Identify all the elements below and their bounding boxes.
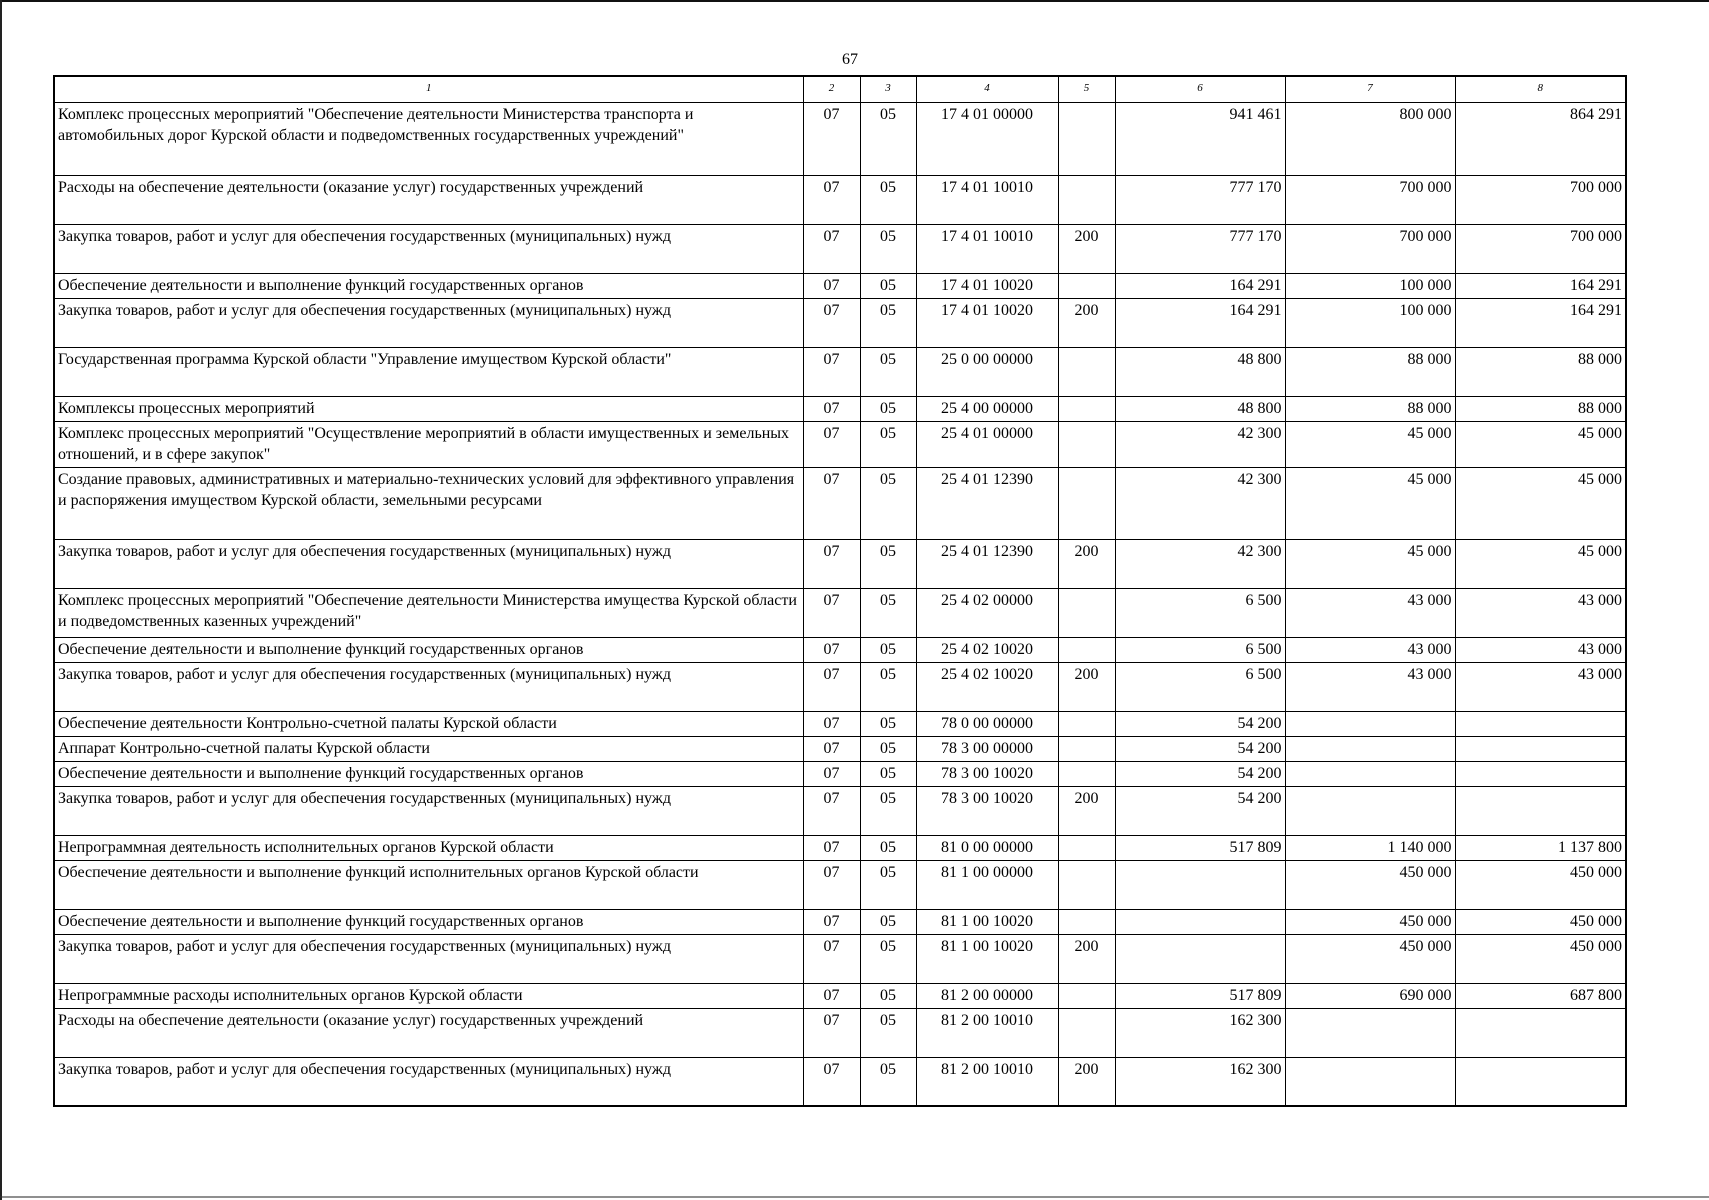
row-amount-col8-cell: 164 291 xyxy=(1455,298,1626,347)
row-amount-col6-cell xyxy=(1115,909,1285,934)
row-amount-col6-cell: 42 300 xyxy=(1115,467,1285,539)
row-amount-col7-cell: 88 000 xyxy=(1285,396,1455,421)
row-target-article-cell: 25 0 00 00000 xyxy=(916,347,1058,396)
row-section-cell: 07 xyxy=(803,934,860,983)
row-target-article-cell: 17 4 01 10010 xyxy=(916,175,1058,224)
row-expense-type-cell xyxy=(1058,467,1115,539)
row-subsection-cell: 05 xyxy=(860,662,916,711)
row-subsection-cell: 05 xyxy=(860,273,916,298)
row-amount-col7-cell xyxy=(1285,761,1455,786)
row-target-article-cell: 78 3 00 00000 xyxy=(916,736,1058,761)
row-name-cell: Аппарат Контрольно-счетной палаты Курской области xyxy=(54,736,803,761)
row-subsection-cell: 05 xyxy=(860,298,916,347)
row-subsection-cell: 05 xyxy=(860,761,916,786)
row-section-cell: 07 xyxy=(803,761,860,786)
row-subsection-cell: 05 xyxy=(860,909,916,934)
row-subsection-cell: 05 xyxy=(860,637,916,662)
row-expense-type-cell: 200 xyxy=(1058,786,1115,835)
row-amount-col6-cell: 162 300 xyxy=(1115,1057,1285,1106)
row-amount-col6-cell xyxy=(1115,860,1285,909)
row-name-cell: Обеспечение деятельности и выполнение функций исполнительных органов Курской области xyxy=(54,860,803,909)
row-target-article-cell: 17 4 01 10020 xyxy=(916,298,1058,347)
row-expense-type-cell xyxy=(1058,396,1115,421)
row-amount-col8-cell: 450 000 xyxy=(1455,860,1626,909)
row-amount-col7-cell: 690 000 xyxy=(1285,983,1455,1008)
row-expense-type-cell xyxy=(1058,588,1115,637)
row-section-cell: 07 xyxy=(803,396,860,421)
row-amount-col7-cell: 450 000 xyxy=(1285,934,1455,983)
table-row xyxy=(54,934,1626,983)
row-section-cell: 07 xyxy=(803,102,860,175)
row-amount-col6-cell: 42 300 xyxy=(1115,421,1285,467)
row-expense-type-cell: 200 xyxy=(1058,224,1115,273)
row-amount-col6-cell: 162 300 xyxy=(1115,1008,1285,1057)
row-amount-col8-cell: 43 000 xyxy=(1455,588,1626,637)
column-header: 4 xyxy=(916,76,1058,102)
row-name-cell: Обеспечение деятельности и выполнение функций государственных органов xyxy=(54,273,803,298)
row-amount-col7-cell: 1 140 000 xyxy=(1285,835,1455,860)
row-amount-col6-cell: 164 291 xyxy=(1115,273,1285,298)
row-section-cell: 07 xyxy=(803,588,860,637)
row-amount-col8-cell: 450 000 xyxy=(1455,909,1626,934)
row-section-cell: 07 xyxy=(803,347,860,396)
row-name-cell: Закупка товаров, работ и услуг для обеспечения государственных (муниципальных) нужд xyxy=(54,224,803,273)
row-amount-col7-cell: 700 000 xyxy=(1285,224,1455,273)
row-amount-col7-cell xyxy=(1285,1008,1455,1057)
row-name-cell: Комплекс процессных мероприятий "Осуществление мероприятий в области имущественных и земельных отношений, и в сфере закупок" xyxy=(54,421,803,467)
row-name-cell: Обеспечение деятельности и выполнение функций государственных органов xyxy=(54,637,803,662)
row-expense-type-cell xyxy=(1058,835,1115,860)
row-amount-col8-cell: 687 800 xyxy=(1455,983,1626,1008)
row-name-cell: Закупка товаров, работ и услуг для обеспечения государственных (муниципальных) нужд xyxy=(54,934,803,983)
budget-table xyxy=(53,75,1627,1107)
row-expense-type-cell: 200 xyxy=(1058,298,1115,347)
row-amount-col8-cell xyxy=(1455,736,1626,761)
row-section-cell: 07 xyxy=(803,662,860,711)
row-name-cell: Расходы на обеспечение деятельности (оказание услуг) государственных учреждений xyxy=(54,175,803,224)
table-row xyxy=(54,909,1626,934)
row-name-cell: Комплекс процессных мероприятий "Обеспечение деятельности Министерства имущества Курской области и подведомственных казенных учреждений" xyxy=(54,588,803,637)
row-subsection-cell: 05 xyxy=(860,736,916,761)
row-subsection-cell: 05 xyxy=(860,860,916,909)
row-section-cell: 07 xyxy=(803,860,860,909)
row-amount-col6-cell: 54 200 xyxy=(1115,736,1285,761)
row-subsection-cell: 05 xyxy=(860,786,916,835)
row-expense-type-cell: 200 xyxy=(1058,1057,1115,1106)
table-row xyxy=(54,662,1626,711)
row-section-cell: 07 xyxy=(803,835,860,860)
row-section-cell: 07 xyxy=(803,421,860,467)
row-name-cell: Закупка товаров, работ и услуг для обеспечения государственных (муниципальных) нужд xyxy=(54,786,803,835)
row-section-cell: 07 xyxy=(803,539,860,588)
row-amount-col7-cell: 700 000 xyxy=(1285,175,1455,224)
row-amount-col7-cell xyxy=(1285,711,1455,736)
table-row xyxy=(54,467,1626,539)
row-expense-type-cell xyxy=(1058,736,1115,761)
row-target-article-cell: 25 4 02 10020 xyxy=(916,637,1058,662)
row-section-cell: 07 xyxy=(803,467,860,539)
row-amount-col6-cell: 6 500 xyxy=(1115,637,1285,662)
row-amount-col8-cell xyxy=(1455,786,1626,835)
row-expense-type-cell: 200 xyxy=(1058,662,1115,711)
row-target-article-cell: 25 4 01 12390 xyxy=(916,539,1058,588)
row-amount-col8-cell: 88 000 xyxy=(1455,347,1626,396)
row-subsection-cell: 05 xyxy=(860,467,916,539)
row-name-cell: Расходы на обеспечение деятельности (оказание услуг) государственных учреждений xyxy=(54,1008,803,1057)
row-target-article-cell: 25 4 02 10020 xyxy=(916,662,1058,711)
row-target-article-cell: 78 3 00 10020 xyxy=(916,761,1058,786)
row-expense-type-cell xyxy=(1058,347,1115,396)
row-name-cell: Закупка товаров, работ и услуг для обеспечения государственных (муниципальных) нужд xyxy=(54,539,803,588)
table-row xyxy=(54,396,1626,421)
row-name-cell: Закупка товаров, работ и услуг для обеспечения государственных (муниципальных) нужд xyxy=(54,298,803,347)
scan-border-top xyxy=(0,0,1709,2)
row-amount-col6-cell: 54 200 xyxy=(1115,711,1285,736)
row-amount-col8-cell: 43 000 xyxy=(1455,662,1626,711)
table-row xyxy=(54,711,1626,736)
row-amount-col7-cell: 45 000 xyxy=(1285,421,1455,467)
table-row xyxy=(54,786,1626,835)
table-row xyxy=(54,421,1626,467)
row-amount-col7-cell: 45 000 xyxy=(1285,467,1455,539)
table-row xyxy=(54,761,1626,786)
row-section-cell: 07 xyxy=(803,273,860,298)
row-amount-col6-cell: 941 461 xyxy=(1115,102,1285,175)
row-target-article-cell: 81 1 00 10020 xyxy=(916,934,1058,983)
row-target-article-cell: 17 4 01 00000 xyxy=(916,102,1058,175)
row-subsection-cell: 05 xyxy=(860,1057,916,1106)
row-amount-col6-cell: 54 200 xyxy=(1115,786,1285,835)
row-subsection-cell: 05 xyxy=(860,175,916,224)
table-row xyxy=(54,539,1626,588)
row-target-article-cell: 17 4 01 10020 xyxy=(916,273,1058,298)
row-section-cell: 07 xyxy=(803,1057,860,1106)
row-amount-col6-cell: 42 300 xyxy=(1115,539,1285,588)
table-row xyxy=(54,637,1626,662)
row-expense-type-cell xyxy=(1058,761,1115,786)
row-amount-col6-cell: 48 800 xyxy=(1115,396,1285,421)
row-amount-col8-cell: 1 137 800 xyxy=(1455,835,1626,860)
row-amount-col7-cell: 43 000 xyxy=(1285,637,1455,662)
row-target-article-cell: 25 4 02 00000 xyxy=(916,588,1058,637)
row-subsection-cell: 05 xyxy=(860,835,916,860)
row-amount-col6-cell: 48 800 xyxy=(1115,347,1285,396)
row-amount-col8-cell: 45 000 xyxy=(1455,467,1626,539)
table-row xyxy=(54,860,1626,909)
row-amount-col8-cell: 450 000 xyxy=(1455,934,1626,983)
row-expense-type-cell xyxy=(1058,1008,1115,1057)
table-row xyxy=(54,1008,1626,1057)
row-subsection-cell: 05 xyxy=(860,588,916,637)
row-amount-col7-cell xyxy=(1285,736,1455,761)
row-name-cell: Обеспечение деятельности и выполнение функций государственных органов xyxy=(54,761,803,786)
row-expense-type-cell xyxy=(1058,421,1115,467)
column-header: 6 xyxy=(1115,76,1285,102)
row-amount-col7-cell xyxy=(1285,786,1455,835)
row-expense-type-cell xyxy=(1058,637,1115,662)
row-amount-col6-cell: 517 809 xyxy=(1115,835,1285,860)
row-amount-col6-cell: 777 170 xyxy=(1115,224,1285,273)
table-row xyxy=(54,347,1626,396)
row-subsection-cell: 05 xyxy=(860,224,916,273)
row-expense-type-cell xyxy=(1058,860,1115,909)
row-name-cell: Государственная программа Курской области "Управление имуществом Курской области" xyxy=(54,347,803,396)
scan-border-left xyxy=(0,0,2,1200)
row-amount-col7-cell: 43 000 xyxy=(1285,588,1455,637)
table-row xyxy=(54,175,1626,224)
row-amount-col7-cell xyxy=(1285,1057,1455,1106)
row-amount-col7-cell: 450 000 xyxy=(1285,860,1455,909)
row-amount-col8-cell: 43 000 xyxy=(1455,637,1626,662)
table-row xyxy=(54,224,1626,273)
table-row xyxy=(54,983,1626,1008)
row-section-cell: 07 xyxy=(803,711,860,736)
row-expense-type-cell xyxy=(1058,711,1115,736)
row-target-article-cell: 81 0 00 00000 xyxy=(916,835,1058,860)
row-amount-col8-cell xyxy=(1455,711,1626,736)
row-name-cell: Закупка товаров, работ и услуг для обеспечения государственных (муниципальных) нужд xyxy=(54,1057,803,1106)
row-target-article-cell: 81 1 00 00000 xyxy=(916,860,1058,909)
row-target-article-cell: 17 4 01 10010 xyxy=(916,224,1058,273)
row-target-article-cell: 25 4 00 00000 xyxy=(916,396,1058,421)
row-amount-col7-cell: 800 000 xyxy=(1285,102,1455,175)
table-row xyxy=(54,298,1626,347)
row-amount-col8-cell xyxy=(1455,761,1626,786)
row-amount-col8-cell: 864 291 xyxy=(1455,102,1626,175)
row-amount-col6-cell: 6 500 xyxy=(1115,662,1285,711)
row-amount-col6-cell: 777 170 xyxy=(1115,175,1285,224)
column-header: 8 xyxy=(1455,76,1626,102)
page-number: 67 xyxy=(842,51,858,68)
row-amount-col8-cell xyxy=(1455,1008,1626,1057)
row-amount-col7-cell: 45 000 xyxy=(1285,539,1455,588)
table-row xyxy=(54,736,1626,761)
column-header: 2 xyxy=(803,76,860,102)
row-amount-col8-cell: 45 000 xyxy=(1455,421,1626,467)
row-target-article-cell: 81 2 00 00000 xyxy=(916,983,1058,1008)
row-section-cell: 07 xyxy=(803,1008,860,1057)
row-target-article-cell: 81 2 00 10010 xyxy=(916,1057,1058,1106)
row-amount-col8-cell: 45 000 xyxy=(1455,539,1626,588)
row-amount-col6-cell: 164 291 xyxy=(1115,298,1285,347)
row-expense-type-cell xyxy=(1058,102,1115,175)
table-row xyxy=(54,835,1626,860)
row-target-article-cell: 81 1 00 10020 xyxy=(916,909,1058,934)
row-amount-col7-cell: 100 000 xyxy=(1285,273,1455,298)
row-amount-col6-cell: 6 500 xyxy=(1115,588,1285,637)
table-row xyxy=(54,102,1626,175)
row-section-cell: 07 xyxy=(803,175,860,224)
row-target-article-cell: 78 3 00 10020 xyxy=(916,786,1058,835)
row-name-cell: Обеспечение деятельности и выполнение функций государственных органов xyxy=(54,909,803,934)
row-amount-col7-cell: 43 000 xyxy=(1285,662,1455,711)
column-header: 3 xyxy=(860,76,916,102)
row-amount-col6-cell xyxy=(1115,934,1285,983)
row-name-cell: Создание правовых, административных и материально-технических условий для эффективного управления и распоряжения имуществом Курской области, земельными ресурсами xyxy=(54,467,803,539)
row-expense-type-cell xyxy=(1058,983,1115,1008)
row-section-cell: 07 xyxy=(803,786,860,835)
row-subsection-cell: 05 xyxy=(860,539,916,588)
row-subsection-cell: 05 xyxy=(860,421,916,467)
row-name-cell: Закупка товаров, работ и услуг для обеспечения государственных (муниципальных) нужд xyxy=(54,662,803,711)
table-body xyxy=(54,76,1626,1106)
row-amount-col6-cell: 54 200 xyxy=(1115,761,1285,786)
row-subsection-cell: 05 xyxy=(860,934,916,983)
row-name-cell: Комплекс процессных мероприятий "Обеспечение деятельности Министерства транспорта и автомобильных дорог Курской области и подведомственных государственных учреждений" xyxy=(54,102,803,175)
row-name-cell: Непрограммные расходы исполнительных органов Курской области xyxy=(54,983,803,1008)
row-subsection-cell: 05 xyxy=(860,396,916,421)
table-header-row xyxy=(54,76,1626,102)
row-amount-col6-cell: 517 809 xyxy=(1115,983,1285,1008)
row-expense-type-cell xyxy=(1058,909,1115,934)
row-subsection-cell: 05 xyxy=(860,1008,916,1057)
row-section-cell: 07 xyxy=(803,736,860,761)
row-amount-col7-cell: 100 000 xyxy=(1285,298,1455,347)
column-header: 1 xyxy=(54,76,803,102)
row-expense-type-cell: 200 xyxy=(1058,539,1115,588)
row-name-cell: Непрограммная деятельность исполнительных органов Курской области xyxy=(54,835,803,860)
row-name-cell: Обеспечение деятельности Контрольно-счетной палаты Курской области xyxy=(54,711,803,736)
row-amount-col8-cell: 164 291 xyxy=(1455,273,1626,298)
row-subsection-cell: 05 xyxy=(860,983,916,1008)
row-expense-type-cell xyxy=(1058,175,1115,224)
row-expense-type-cell: 200 xyxy=(1058,934,1115,983)
row-section-cell: 07 xyxy=(803,224,860,273)
row-target-article-cell: 81 2 00 10010 xyxy=(916,1008,1058,1057)
row-section-cell: 07 xyxy=(803,298,860,347)
table-row xyxy=(54,588,1626,637)
row-section-cell: 07 xyxy=(803,983,860,1008)
row-expense-type-cell xyxy=(1058,273,1115,298)
row-subsection-cell: 05 xyxy=(860,711,916,736)
row-name-cell: Комплексы процессных мероприятий xyxy=(54,396,803,421)
row-amount-col8-cell: 700 000 xyxy=(1455,224,1626,273)
table-row xyxy=(54,273,1626,298)
row-amount-col8-cell: 88 000 xyxy=(1455,396,1626,421)
row-section-cell: 07 xyxy=(803,909,860,934)
row-target-article-cell: 25 4 01 00000 xyxy=(916,421,1058,467)
column-header: 7 xyxy=(1285,76,1455,102)
scan-border-bottom xyxy=(0,1196,1709,1198)
row-subsection-cell: 05 xyxy=(860,347,916,396)
row-target-article-cell: 25 4 01 12390 xyxy=(916,467,1058,539)
row-amount-col8-cell: 700 000 xyxy=(1455,175,1626,224)
row-section-cell: 07 xyxy=(803,637,860,662)
row-subsection-cell: 05 xyxy=(860,102,916,175)
row-amount-col8-cell xyxy=(1455,1057,1626,1106)
row-amount-col7-cell: 88 000 xyxy=(1285,347,1455,396)
row-target-article-cell: 78 0 00 00000 xyxy=(916,711,1058,736)
row-amount-col7-cell: 450 000 xyxy=(1285,909,1455,934)
table-row xyxy=(54,1057,1626,1106)
column-header: 5 xyxy=(1058,76,1115,102)
